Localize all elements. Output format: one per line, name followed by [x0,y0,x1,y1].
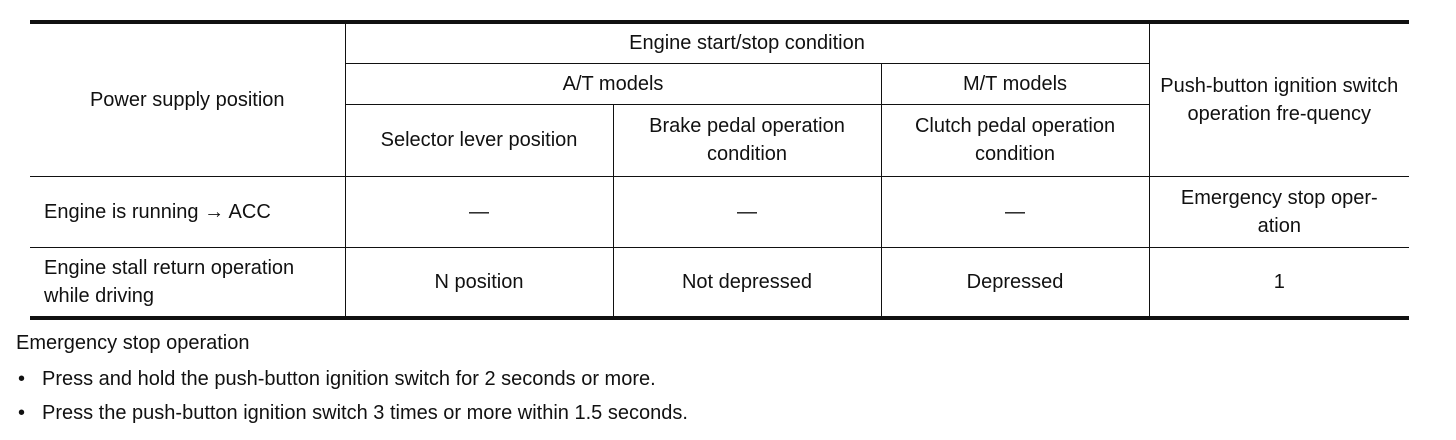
cell-clutch: Depressed [881,247,1149,318]
header-push-button-frequency: Push-button ignition switch operation fre-quency [1149,22,1409,176]
bullet-icon: • [18,368,26,390]
cell-clutch: — [881,176,1149,247]
notes-title: Emergency stop operation [16,332,250,354]
emergency-stop-notes [16,328,1436,430]
cell-power-supply: Engine stall return operation while driving [30,247,345,318]
list-item [16,396,1436,430]
header-power-supply-position: Power supply position [30,22,345,176]
cell-selector: — [345,176,613,247]
cell-brake: — [613,176,881,247]
header-engine-start-stop-condition: Engine start/stop condition [345,22,1149,63]
engine-start-stop-table [30,20,1409,320]
cell-brake: Not depressed [613,247,881,318]
cell-frequency: 1 [1149,247,1409,318]
table-row [30,176,1409,247]
header-mt-models: M/T models [881,63,1149,104]
cell-selector: N position [345,247,613,318]
cell-frequency: Emergency stop oper-ation [1149,176,1409,247]
cell-power-supply: Engine is running → ACC [30,176,345,247]
header-selector-lever-position: Selector lever position [345,104,613,176]
header-at-models: A/T models [345,63,881,104]
bullet-icon: • [18,402,26,424]
list-item-text: Press and hold the push-button ignition switch for 2 seconds or more. [42,368,656,390]
header-clutch-pedal-condition: Clutch pedal operation condition [881,104,1149,176]
list-item-text: Press the push-button ignition switch 3 times or more within 1.5 seconds. [42,402,688,424]
list-item [16,362,1436,396]
table-row [30,247,1409,318]
notes-list [16,362,1436,430]
header-brake-pedal-condition: Brake pedal operation condition [613,104,881,176]
